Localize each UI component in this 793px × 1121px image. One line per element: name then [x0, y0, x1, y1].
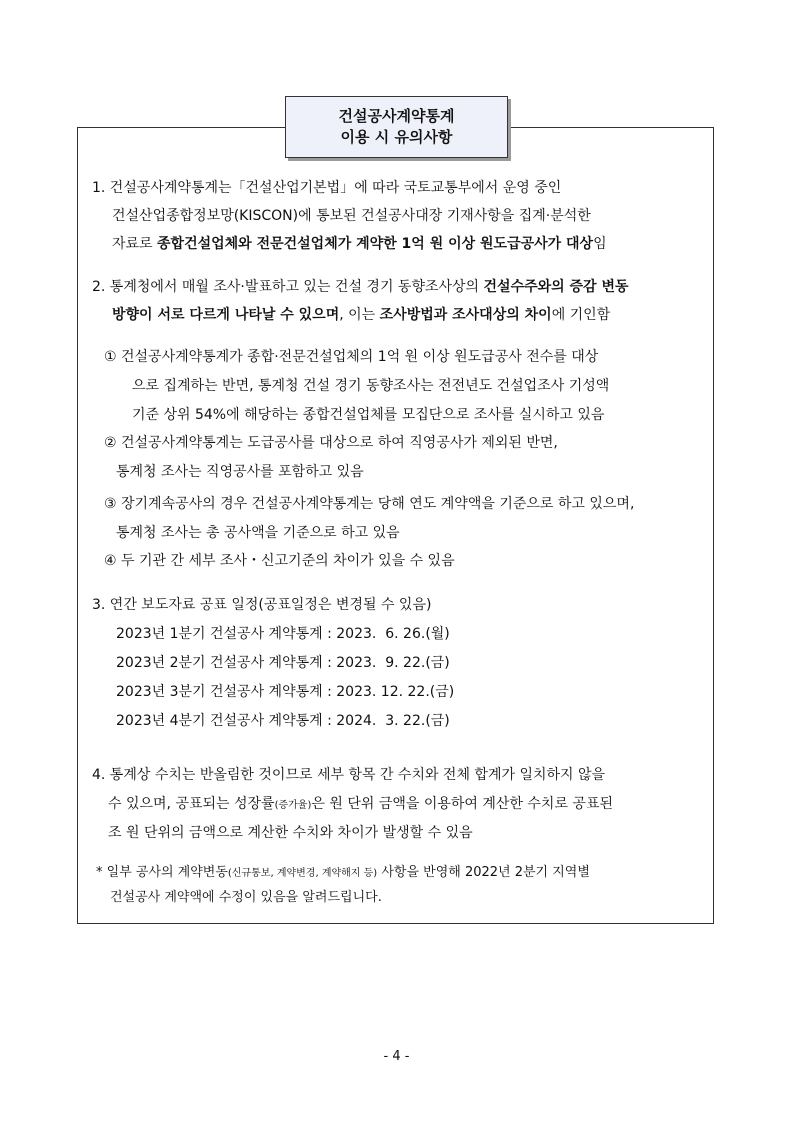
item4-line3: 조 원 단위의 금액으로 계산한 수치와 차이가 발생할 수 있음 [108, 825, 473, 841]
item2-line1-a: 2. 통계청에서 매월 조사·발표하고 있는 건설 경기 동향조사상의 [92, 279, 484, 295]
title-box [285, 96, 508, 158]
schedule-row: 2023년 1분기 건설공사 계약통계 : 2023. 6. 26.(월) [116, 626, 450, 642]
item1-line3-bold: 종합건설업체와 전문건설업체가 계약한 1억 원 이상 원도급공사가 대상 [157, 236, 594, 252]
sub3-line2: 통계청 조사는 총 공사액을 기준으로 하고 있음 [116, 525, 400, 541]
item4-line2-a: 수 있으며, 공표되는 성장률 [108, 796, 275, 812]
sub3-line1: ③ 장기계속공사의 경우 건설공사계약통계는 당해 연도 계약액을 기준으로 하고 있으며, [104, 496, 635, 512]
sub2-line2: 통계청 조사는 직영공사를 포함하고 있음 [116, 464, 364, 480]
note-line2: 건설공사 계약액에 수정이 있음을 알려드립니다. [110, 890, 382, 905]
item4-line2 [108, 795, 613, 815]
item4-line1: 4. 통계상 수치는 반올림한 것이므로 세부 항목 간 수치와 전체 합계가 일치하지 않을 [92, 767, 606, 783]
item1-line3 [112, 235, 607, 253]
title-line-2: 이용 시 유의사항 [340, 128, 453, 146]
item4-line2-small: (증가율) [274, 800, 312, 811]
item1-line2: 건설산업종합정보망(KISCON)에 통보된 건설공사대장 기재사항을 집계·분석한 [112, 208, 591, 224]
schedule-row: 2023년 2분기 건설공사 계약통계 : 2023. 9. 22.(금) [116, 655, 450, 671]
item2-line1-bold: 건설수주와의 증감 변동 [483, 279, 629, 295]
sub4-line1: ④ 두 기관 간 세부 조사・신고기준의 차이가 있을 수 있음 [104, 553, 455, 569]
sub1-line1: ① 건설공사계약통계가 종합·전문건설업체의 1억 원 이상 원도급공사 전수를 대상 [104, 349, 599, 365]
sub1-line2: 으로 집계하는 반면, 통계청 건설 경기 동향조사는 전전년도 건설업조사 기성액 [132, 378, 610, 394]
item2-line2-b: , 이는 [339, 307, 380, 323]
item2-line2-d: 에 기인함 [551, 307, 611, 323]
item2-line2 [112, 306, 610, 324]
note-line1-c: 사항을 반영해 2022년 2분기 지역별 [377, 865, 590, 880]
item2-line2-bold-a: 방향이 서로 다르게 나타날 수 있으며 [112, 307, 340, 323]
note-line1-a: * 일부 공사의 계약변동 [96, 865, 228, 880]
schedule-row: 2023년 4분기 건설공사 계약통계 : 2024. 3. 22.(금) [116, 713, 450, 729]
item2-line2-bold-c: 조사방법과 조사대상의 차이 [379, 307, 552, 323]
item1-line1: 1. 건설공사계약통계는「건설산업기본법」에 따라 국토교통부에서 운영 중인 [92, 180, 562, 196]
item3-line1: 3. 연간 보도자료 공표 일정(공표일정은 변경될 수 있음) [92, 597, 432, 613]
sub2-line1: ② 건설공사계약통계는 도급공사를 대상으로 하여 직영공사가 제외된 반면, [104, 435, 558, 451]
page-number: - 4 - [383, 1049, 410, 1064]
item2-line1 [92, 278, 629, 296]
note-line1 [96, 864, 590, 883]
sub1-line3: 기준 상위 54%에 해당하는 종합건설업체를 모집단으로 조사를 실시하고 있음 [132, 407, 605, 423]
title-line-1: 건설공사계약통계 [338, 107, 455, 125]
schedule-row: 2023년 3분기 건설공사 계약통계 : 2023. 12. 22.(금) [116, 684, 455, 700]
item1-line3-c: 임 [593, 236, 607, 252]
item4-line2-c: 은 원 단위 금액을 이용하여 계산한 수치로 공표된 [311, 796, 614, 812]
item1-line3-a: 자료로 [112, 236, 158, 252]
note-line1-small: (신규통보, 계약변경, 계약해지 등) [227, 868, 378, 879]
